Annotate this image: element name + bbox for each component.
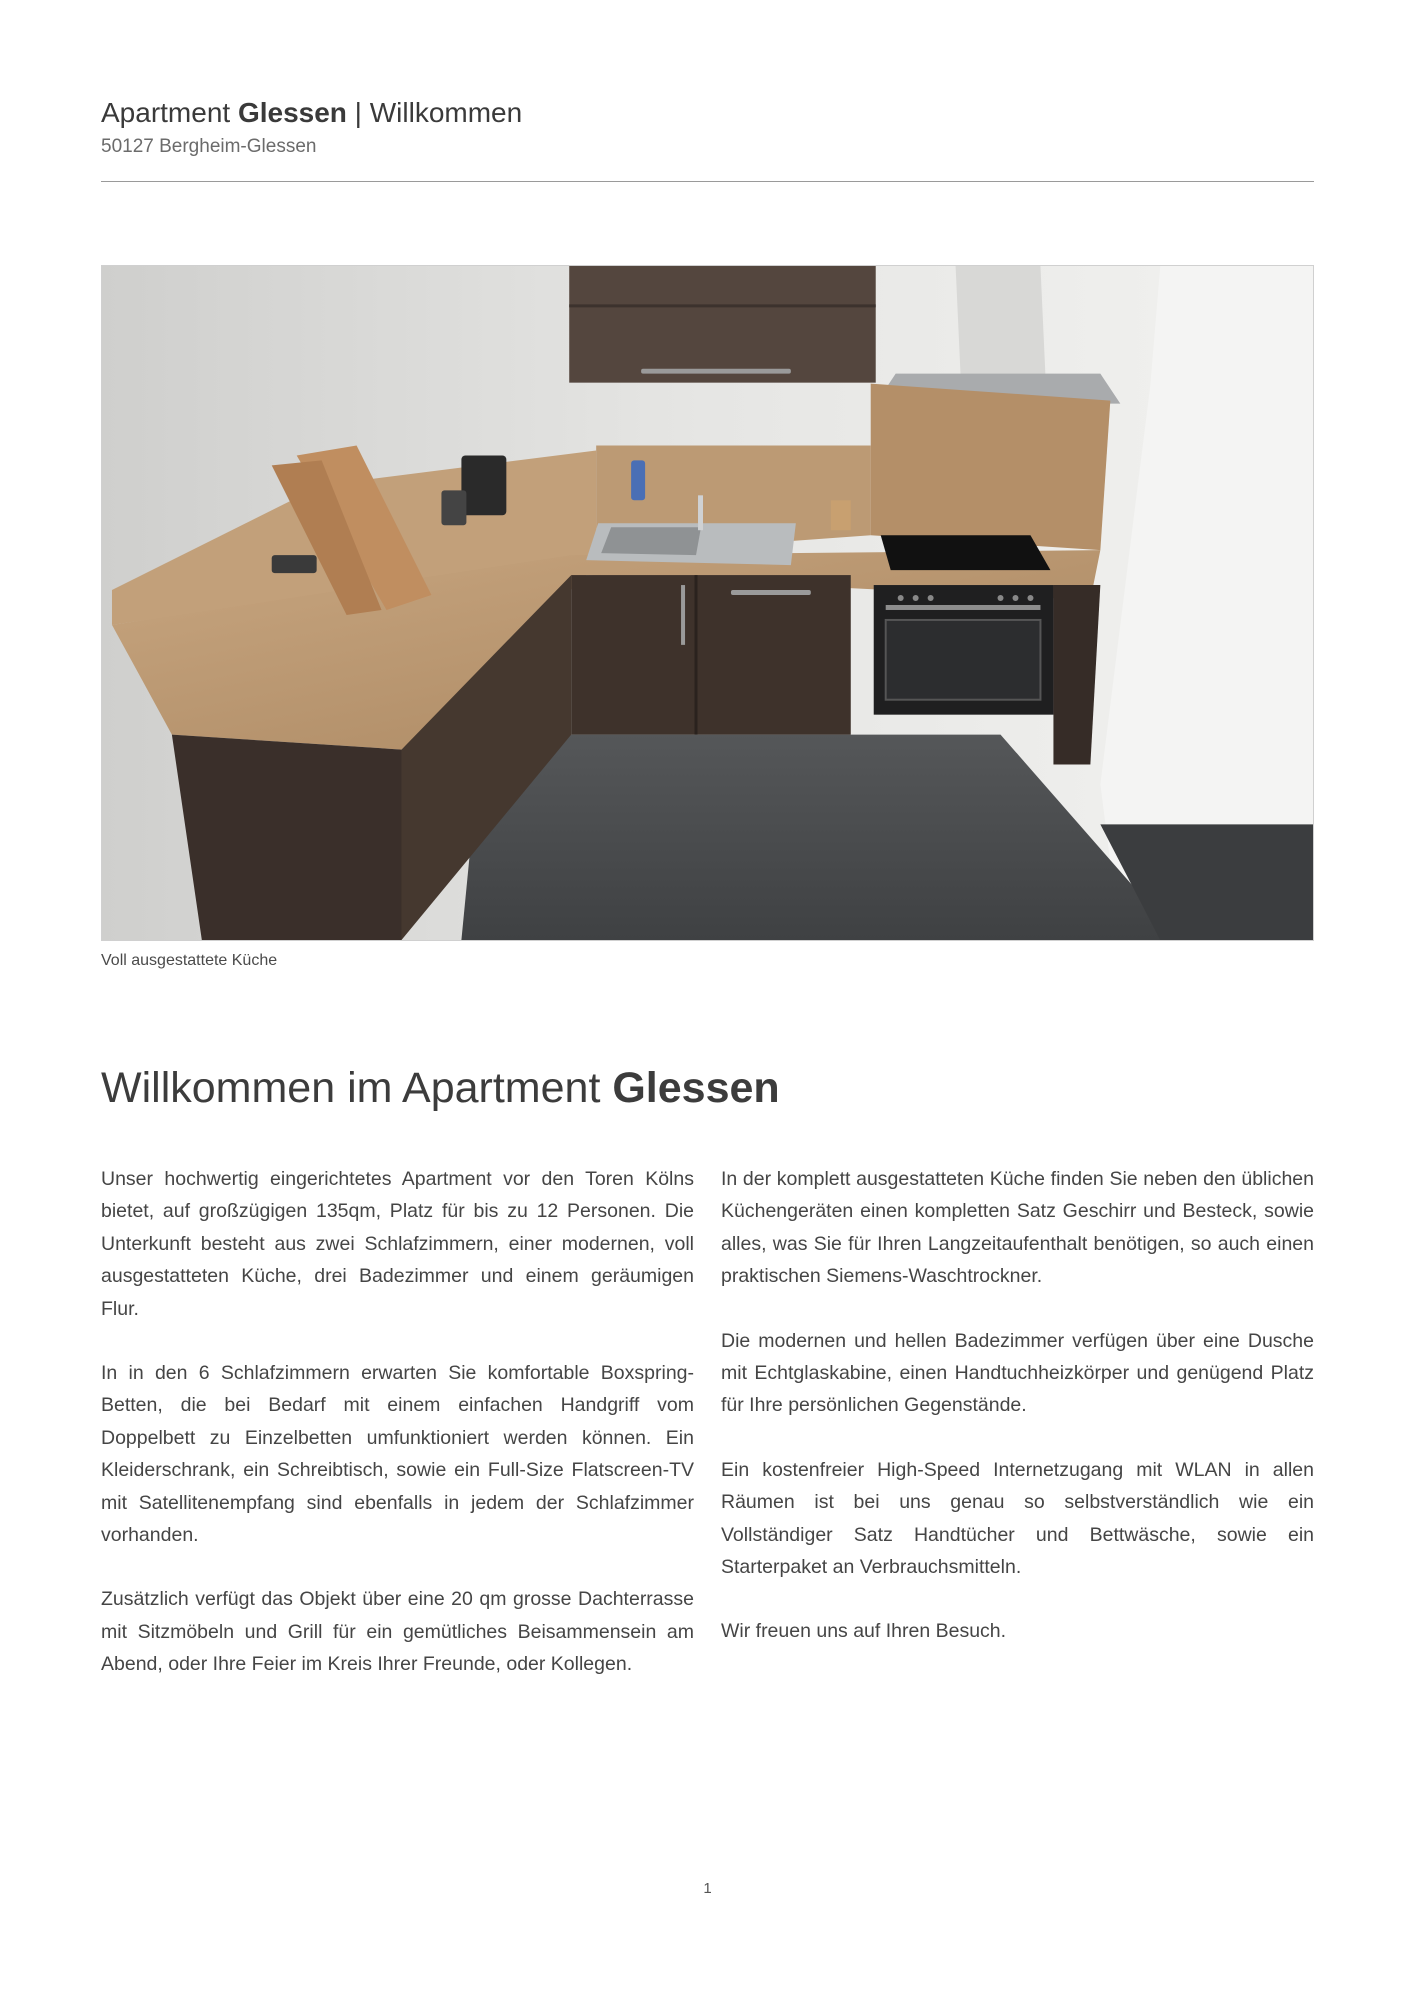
header-title bbox=[101, 96, 1314, 130]
right-paragraph-2: Die modernen und hellen Badezimmer verfügen über eine Dusche mit Echtglaskabine, einen Handtuchheizkörper und genügend Platz für Ihre persönlichen Gegenstände. bbox=[721, 1329, 1314, 1417]
right-column bbox=[721, 1163, 1314, 1680]
header-title-suffix: | Willkommen bbox=[346, 97, 523, 128]
headline-bold: Glessen bbox=[612, 1064, 780, 1112]
header-title-bold: Glessen bbox=[237, 97, 347, 128]
right-paragraph-3: Ein kostenfreier High-Speed Internetzugang mit WLAN in allen Räumen ist bei uns genau so selbstverständlich wie ein Vollständiger Satz Handtücher und Bettwäsche, sowie ein Starterpaket an Verbrauchsmitteln. bbox=[721, 1458, 1314, 1579]
page-header bbox=[101, 96, 1314, 158]
left-paragraph-3: Zusätzlich verfügt das Objekt über eine 20 qm grosse Dachterrasse mit Sitzmöbeln und Grill für ein gemütliches Beisammensein am Abend, oder Ihre Feier im Kreis Ihrer Freunde, oder Kollegen. bbox=[101, 1588, 694, 1676]
header-divider bbox=[101, 181, 1314, 182]
headline-prefix: Willkommen im Apartment bbox=[101, 1064, 613, 1112]
backsplash-right bbox=[871, 384, 1111, 551]
photo-caption: Voll ausgestattete Küche bbox=[101, 952, 278, 969]
right-paragraph-4: Wir freuen uns auf Ihren Besuch. bbox=[721, 1620, 1007, 1643]
kitchen-photo bbox=[101, 265, 1314, 941]
cabinet-center bbox=[571, 575, 851, 735]
right-paragraph-1: In der komplett ausgestatteten Küche finden Sie neben den üblichen Küchengeräten einen kompletten Satz Geschirr und Besteck, sowie alles, was Sie für Ihren Langzeitaufenthalt benötigen, so auch einen praktischen Siemens-Waschtrockner. bbox=[721, 1168, 1314, 1288]
knife-block bbox=[831, 500, 851, 530]
power-outlet bbox=[272, 555, 317, 573]
kitchen-illustration bbox=[102, 266, 1313, 940]
kettle bbox=[441, 490, 466, 525]
cabinet-left bbox=[172, 735, 402, 940]
cooktop bbox=[881, 535, 1051, 570]
header-address: 50127 Bergheim-Glessen bbox=[101, 136, 317, 157]
left-paragraph-1: Unser hochwertig eingerichtetes Apartment vor den Toren Kölns bietet, auf großzügigen 135qm, Platz für bis zu 12 Personen. Die Unterkunft besteht aus zwei Schlafzimmern, einer modernen, voll ausgestatteten Küche, drei Badezimmer und einem geräumigen Flur. bbox=[101, 1168, 694, 1320]
coffee-maker bbox=[461, 455, 506, 515]
range-hood-chimney bbox=[956, 266, 1046, 376]
header-title-prefix: Apartment bbox=[101, 97, 238, 128]
page-number: 1 bbox=[703, 1880, 712, 1897]
upper-cabinet bbox=[569, 266, 875, 383]
left-paragraph-2: In in den 6 Schlafzimmern erwarten Sie komfortable Boxspring-Betten, die bei Bedarf mit einem einfachen Handgriff vom Doppelbett zu Einzelbetten umfunktioniert werden können. Ein Kleiderschrank, ein Schreibtisch, sowie ein Full-Size Flatscreen-TV mit Satellitenempfang sind ebenfalls in jedem der Schlafzimmer vorhanden. bbox=[101, 1362, 694, 1547]
left-column bbox=[101, 1163, 694, 1713]
bottle bbox=[631, 460, 645, 500]
main-headline bbox=[101, 1064, 780, 1113]
